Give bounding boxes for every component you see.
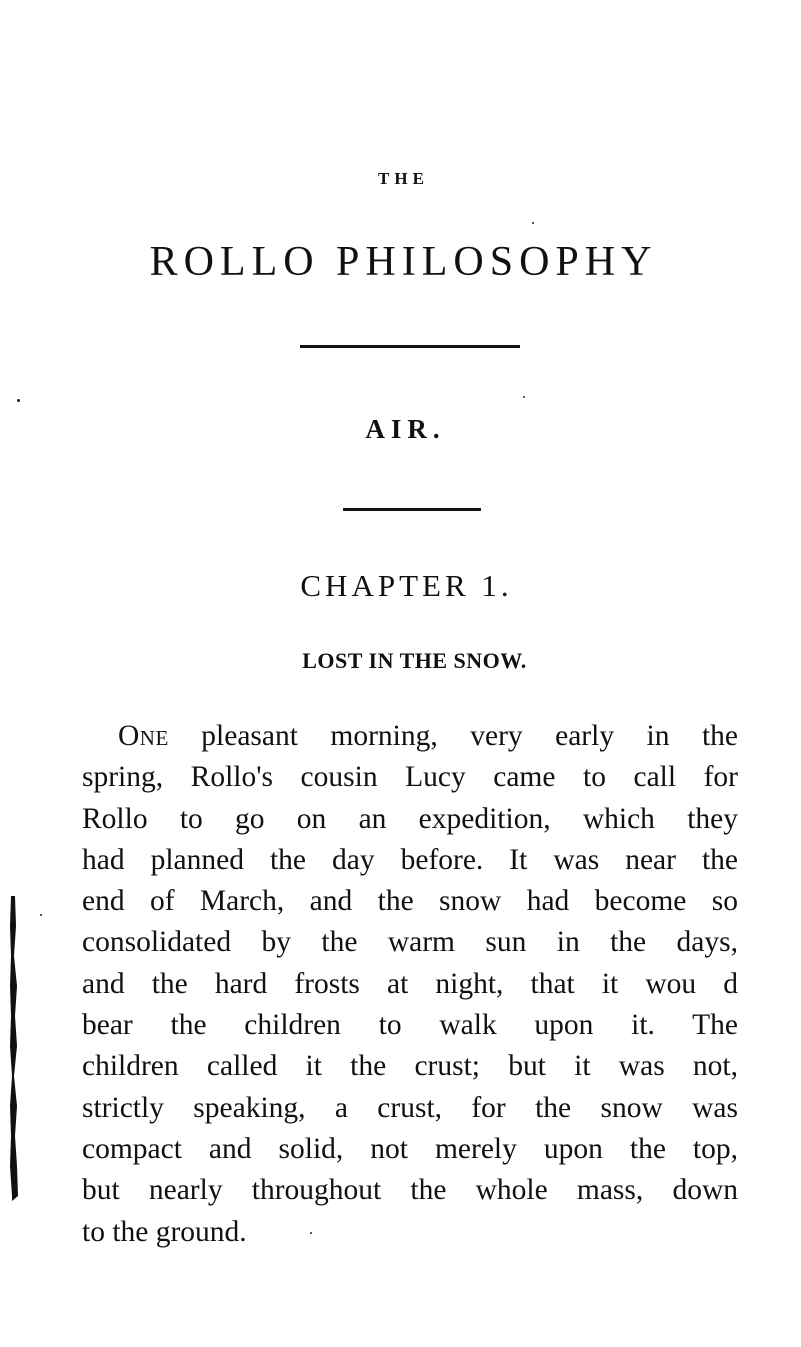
- lead-word: One: [118, 720, 169, 752]
- body-line: spring, Rollo's cousin Lucy came to call for: [82, 761, 738, 794]
- body-line: compact and solid, not merely upon the top,: [82, 1132, 738, 1165]
- body-line-text: pleasant morning, very early in the: [168, 720, 738, 752]
- body-line: had planned the day before. It was near the: [82, 843, 738, 876]
- scan-speck: [310, 1232, 312, 1234]
- scan-speck: [40, 914, 42, 916]
- body-line: children called it the crust; but it was not,: [82, 1050, 738, 1083]
- chapter-subtitle: LOST IN THE SNOW.: [302, 648, 527, 673]
- book-title: ROLLO PHILOSOPHY: [149, 239, 658, 285]
- body-line: bear the children to walk upon it. The: [82, 1009, 738, 1042]
- scan-speck: [17, 399, 20, 402]
- body-paragraph: [82, 716, 738, 1253]
- body-line: end of March, and the snow had become so: [82, 885, 738, 918]
- section-title: AIR.: [365, 414, 446, 444]
- title-divider: [300, 345, 520, 348]
- body-line: and the hard frosts at night, that it wou d: [82, 967, 738, 1000]
- body-line: but nearly throughout the whole mass, down: [82, 1174, 738, 1207]
- body-line: [82, 716, 738, 757]
- body-line: to the ground.: [82, 1215, 247, 1248]
- scan-binding-edge: [8, 896, 20, 1201]
- section-divider: [343, 508, 481, 511]
- title-prefix: THE: [378, 169, 429, 188]
- scan-speck: [532, 222, 534, 224]
- body-line: Rollo to go on an expedition, which they: [82, 802, 738, 835]
- body-line: consolidated by the warm sun in the days,: [82, 926, 738, 959]
- body-line: strictly speaking, a crust, for the snow was: [82, 1091, 738, 1124]
- scan-speck: [523, 396, 525, 398]
- chapter-heading: CHAPTER 1.: [300, 568, 513, 603]
